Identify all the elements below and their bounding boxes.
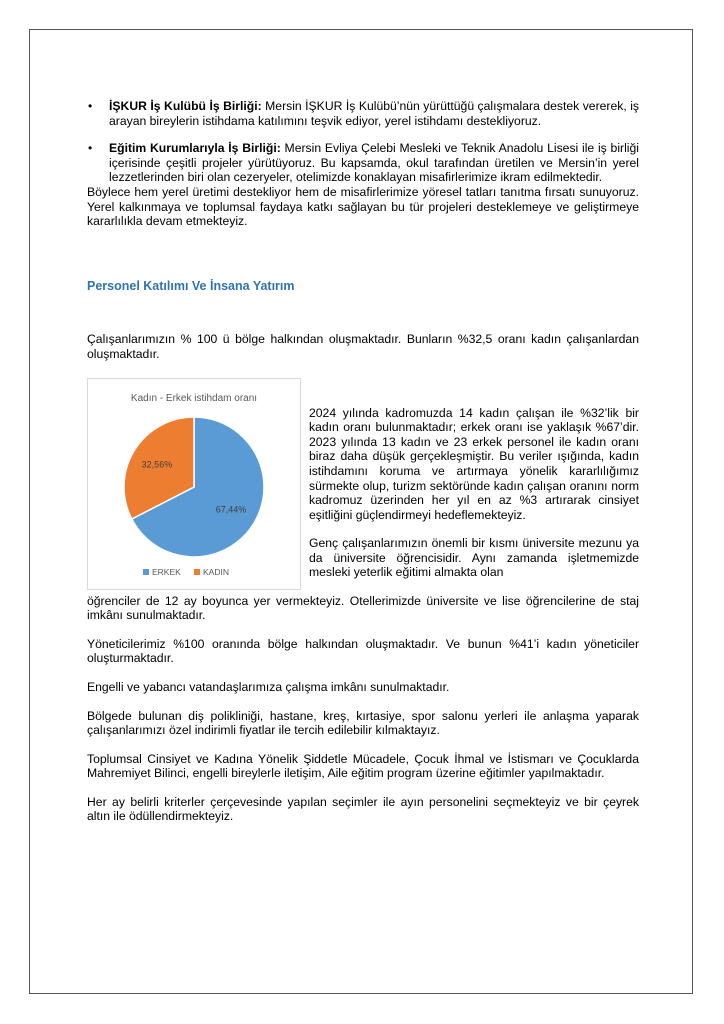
body-paragraph: Toplumsal Cinsiyet ve Kadına Yönelik Şiddetle Mücadele, Çocuk İhmal ve İstismarı ve Çocuklarda Mahremiyet Bilinci, engelli bireylerle iletişim, Aile eğitim program üzerine eğitimler yapılmaktadır.: [87, 751, 639, 781]
chart-side-text: [309, 406, 639, 581]
legend-label-kadin: KADIN: [203, 566, 229, 577]
closing-paragraph: Böylece hem yerel üretimi destekliyor hem de misafirlerimize yöresel tatları tanıtma fırsatı sunuyoruz. Yerel kalkınmaya ve toplumsal faydaya katkı sağlayan bu tür projeleri desteklemeye ve geliştirmeye kararlılıkla devam etmekteyiz.: [87, 184, 639, 229]
chart-title: Kadın - Erkek istihdam oranı: [130, 392, 258, 404]
bullet-icon: •: [88, 141, 93, 156]
legend-swatch-erkek: [143, 569, 149, 575]
body-paragraph: Her ay belirli kriterler çerçevesinde yapılan seçimler ile ayın personelini seçmekteyiz ve bir çeyrek altın ile ödüllendirmekteyiz.: [87, 794, 639, 824]
side-paragraph: Genç çalışanlarımızın önemli bir kısmı üniversite mezunu ya da üniversite öğrencisidir. Aynı zamanda işletmemizde mesleki yeterlik eğitimi almakta olan: [309, 536, 639, 580]
continuation-paragraph: öğrenciler de 12 ay boyunca yer vermekteyiz. Otellerimizde üniversite ve lise öğrencilerine de staj imkânı sunulmaktadır.: [87, 593, 639, 623]
pie-chart: [87, 378, 301, 590]
pie-chart-svg: [88, 379, 300, 589]
bullet-list: [87, 99, 639, 185]
bullet-text: Mersin Evliya Çelebi Mesleki ve Teknik Anadolu Lisesi ile iş birliği içerisinde çeşitli projeler yürütüyoruz. Bu kapsamda, okul tarafından üretilen ve Mersin’in yerel lezzetlerinden biri olan cezeryeler, otelimizde konaklayan misafirlerimize ikram edilmektedir.: [109, 141, 639, 185]
chart-row: [87, 378, 639, 594]
intro-paragraph: Çalışanlarımızın % 100 ü bölge halkından oluşmaktadır. Bunların %32,5 oranı kadın çalışanlardan oluşmaktadır.: [87, 332, 639, 361]
document-body: [87, 99, 639, 824]
data-label-kadin: 32,56%: [141, 458, 173, 469]
body-paragraph: Yöneticilerimiz %100 oranında bölge halkından oluşmaktadır. Ve bunun %41’i kadın yöneticiler oluşturmaktadır.: [87, 636, 639, 666]
body-paragraph: Engelli ve yabancı vatandaşlarımıza çalışma imkânı sunulmaktadır.: [87, 679, 450, 694]
list-item: [87, 141, 639, 185]
data-label-erkek: 67,44%: [215, 504, 247, 515]
bullet-title: Eğitim Kurumlarıyla İş Birliği:: [109, 141, 281, 156]
legend-swatch-kadin: [194, 569, 200, 575]
bullet-text: Mersin İŞKUR İş Kulübü’nün yürüttüğü çalışmalara destek vererek, iş arayan bireylerin istihdama katılımını teşvik ediyor, yerel istihdamı destekliyoruz.: [109, 99, 639, 128]
list-item: [87, 99, 639, 128]
bullet-icon: •: [88, 99, 93, 113]
side-paragraph: 2024 yılında kadromuzda 14 kadın çalışan ile %32’lik bir kadın oranı bulunmaktadır; erkek oranı ise yaklaşık %67’dir. 2023 yılında 13 kadın ve 23 erkek personel ile kadın oranı biraz daha düşük gerçekleşmiştir. Bu veriler ışığında, kadın istihdamını koruma ve artırmaya yönelik kararlılığımız sürmekte olup, turizm sektöründe kadın çalışan oranını norm kadromuz üzerinden her yıl en az %3 artırarak cinsiyet eşitliğini güçlendirmeyi hedeflemekteyiz.: [309, 405, 639, 522]
legend-label-erkek: ERKEK: [152, 566, 181, 577]
section-heading: Personel Katılımı Ve İnsana Yatırım: [87, 278, 295, 293]
body-paragraph: Bölgede bulunan diş polikliniği, hastane, kreş, kırtasiye, spor salonu yerleri ile anlaşma yaparak çalışanlarımızı özel indirimli fiyatlar ile tercih edilebilir kılmaktayız.: [87, 708, 639, 738]
bullet-title: İŞKUR İş Kulübü İş Birliği:: [109, 99, 262, 113]
